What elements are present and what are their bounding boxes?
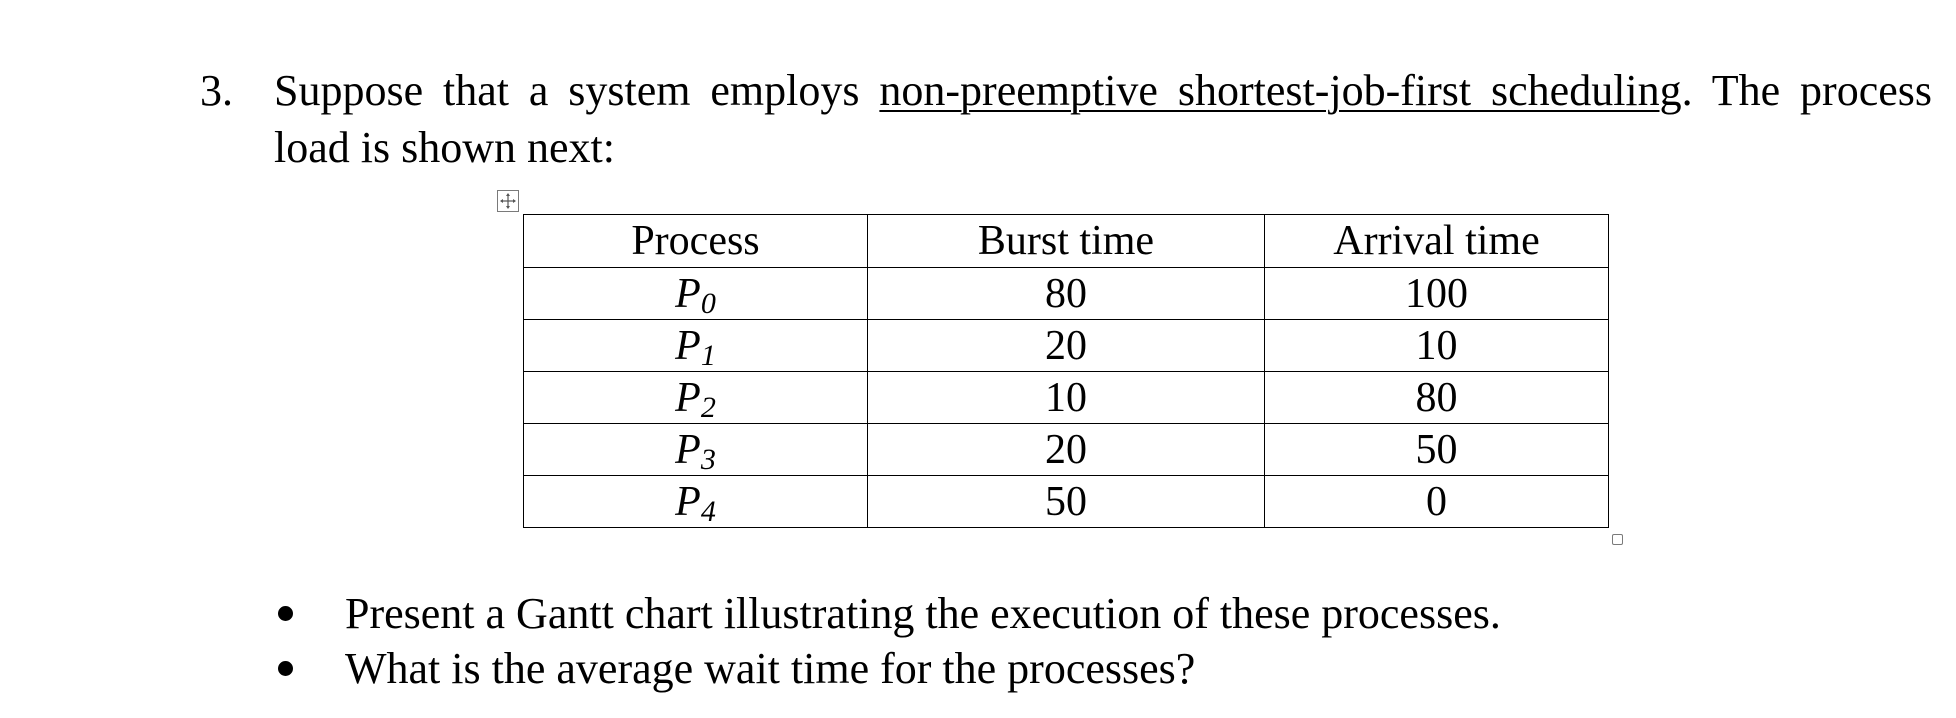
process-cell: $P_2$ [524,372,868,424]
table-row [524,320,1609,372]
table-move-handle[interactable] [497,190,519,212]
table-row [524,372,1609,424]
bullet-text: Present a Gantt chart illustrating the execution of these processes. [345,589,1501,638]
underlined-term: non-preemptive shortest-job-first scheduling [879,66,1682,115]
header-burst-time: Burst time [868,215,1265,268]
burst-cell: 50 [868,476,1265,528]
table-header-row [524,215,1609,268]
question-number: 3. [200,66,233,115]
process-cell: $P_0$ [524,268,868,320]
question-line-1 [274,62,1932,119]
arrival-cell: 10 [1265,320,1609,372]
bullet-icon [278,661,293,676]
header-arrival-time: Arrival time [1265,215,1609,268]
table-resize-handle[interactable] [1612,534,1623,545]
header-process: Process [524,215,868,268]
process-table [523,214,1609,528]
table-row [524,476,1609,528]
bullet-icon [278,606,293,621]
arrival-cell: 100 [1265,268,1609,320]
question-line-2: load is shown next: [274,123,615,172]
process-cell: $P_1$ [524,320,868,372]
burst-cell: 80 [868,268,1265,320]
question-text-start: Suppose that a system employs [274,66,860,115]
question-text [274,62,1932,176]
burst-cell: 20 [868,424,1265,476]
burst-cell: 10 [868,372,1265,424]
process-cell: $P_4$ [524,476,868,528]
bullet-text: What is the average wait time for the processes? [345,644,1196,693]
arrival-cell: 50 [1265,424,1609,476]
process-cell: $P_3$ [524,424,868,476]
table-row [524,268,1609,320]
move-cross-icon [500,193,516,209]
arrival-cell: 0 [1265,476,1609,528]
burst-cell: 20 [868,320,1265,372]
table-row [524,424,1609,476]
arrival-cell: 80 [1265,372,1609,424]
question-text-end: . The process [1681,66,1932,115]
